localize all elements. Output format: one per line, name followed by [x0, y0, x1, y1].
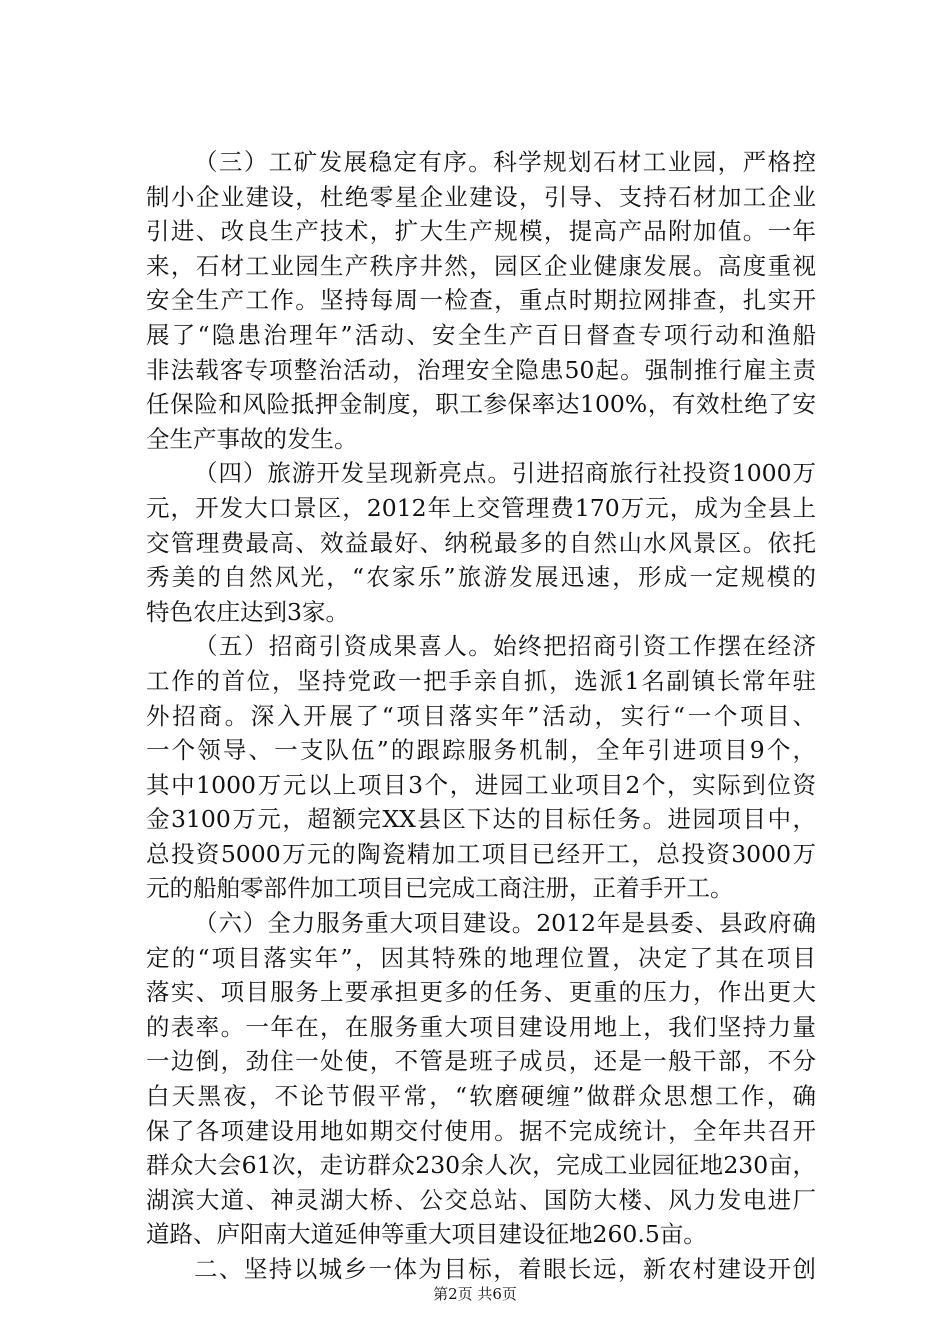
document-body	[146, 145, 816, 1287]
text-line: （四）旅游开发呈现新亮点。引进招商旅行社投资1000万	[194, 459, 816, 488]
page-footer: 第2页 共6页	[433, 1285, 517, 1303]
text-line: 保了各项建设用地如期交付使用。据不完成统计，全年共召开	[146, 1116, 816, 1145]
text-line: 二、坚持以城乡一体为目标，着眼长远，新农村建设开创	[194, 1255, 816, 1283]
text-line: 特色农庄达到3家。	[146, 597, 349, 626]
text-line: （五）招商引资成果喜人。始终把招商引资工作摆在经济	[194, 632, 816, 661]
text-line: 秀美的自然风光，“农家乐”旅游发展迅速，形成一定规模的	[146, 563, 816, 592]
text-line: 群众大会61次，走访群众230余人次，完成工业园征地230亩，	[146, 1151, 816, 1180]
text-line: 道路、庐阳南大道延伸等重大项目建设征地260.5亩。	[146, 1220, 707, 1249]
text-line: 全生产事故的发生。	[146, 424, 358, 453]
text-line: 制小企业建设，杜绝零星企业建设，引导、支持石材加工企业	[146, 182, 816, 211]
text-line: 总投资5000万元的陶瓷精加工项目已经开工，总投资3000万	[146, 839, 816, 868]
text-line: 元的船舶零部件加工项目已完成工商注册，正着手开工。	[146, 874, 734, 903]
text-line: （三）工矿发展稳定有序。科学规划石材工业园，严格控	[194, 148, 816, 176]
text-line: 展了“隐患治理年”活动、安全生产百日督查专项行动和渔船	[146, 320, 816, 349]
text-line: 来，石材工业园生产秩序井然，园区企业健康发展。高度重视	[146, 251, 816, 280]
text-line: 非法载客专项整治活动，治理安全隐患50起。强制推行雇主责	[146, 355, 816, 384]
text-line: （六）全力服务重大项目建设。2012年是县委、县政府确	[194, 909, 816, 938]
text-line: 任保险和风险抵押金制度，职工参保率达100%，有效杜绝了安	[146, 390, 816, 419]
text-line: 定的“项目落实年”，因其特殊的地理位置，决定了其在项目	[146, 943, 816, 972]
text-line: 落实、项目服务上要承担更多的任务、更重的压力，作出更大	[146, 978, 816, 1007]
text-line: 湖滨大道、神灵湖大桥、公交总站、国防大楼、风力发电进厂	[146, 1185, 816, 1214]
text-line: 交管理费最高、效益最好、纳税最多的自然山水风景区。依托	[146, 528, 816, 557]
text-line: 一边倒，劲住一处使，不管是班子成员，还是一般干部，不分	[146, 1047, 816, 1076]
text-line: 工作的首位，坚持党政一把手亲自抓，选派1名副镇长常年驻	[146, 666, 816, 695]
text-line: 的表率。一年在，在服务重大项目建设用地上，我们坚持力量	[146, 1012, 816, 1041]
text-line: 白天黑夜，不论节假平常，“软磨硬缠”做群众思想工作，确	[146, 1082, 816, 1111]
text-line: 其中1000万元以上项目3个，进园工业项目2个，实际到位资	[146, 770, 816, 799]
text-line: 一个领导、一支队伍”的跟踪服务机制，全年引进项目9个，	[146, 736, 816, 765]
text-line: 引进、改良生产技术，扩大生产规模，提高产品附加值。一年	[146, 217, 816, 246]
text-line: 金3100万元，超额完XX县区下达的目标任务。进园项目中，	[146, 805, 816, 834]
text-line: 元，开发大口景区，2012年上交管理费170万元，成为全县上	[146, 493, 816, 522]
text-line: 外招商。深入开展了“项目落实年”活动，实行“一个项目、	[146, 701, 816, 730]
text-line: 安全生产工作。坚持每周一检查，重点时期拉网排查，扎实开	[146, 286, 816, 315]
